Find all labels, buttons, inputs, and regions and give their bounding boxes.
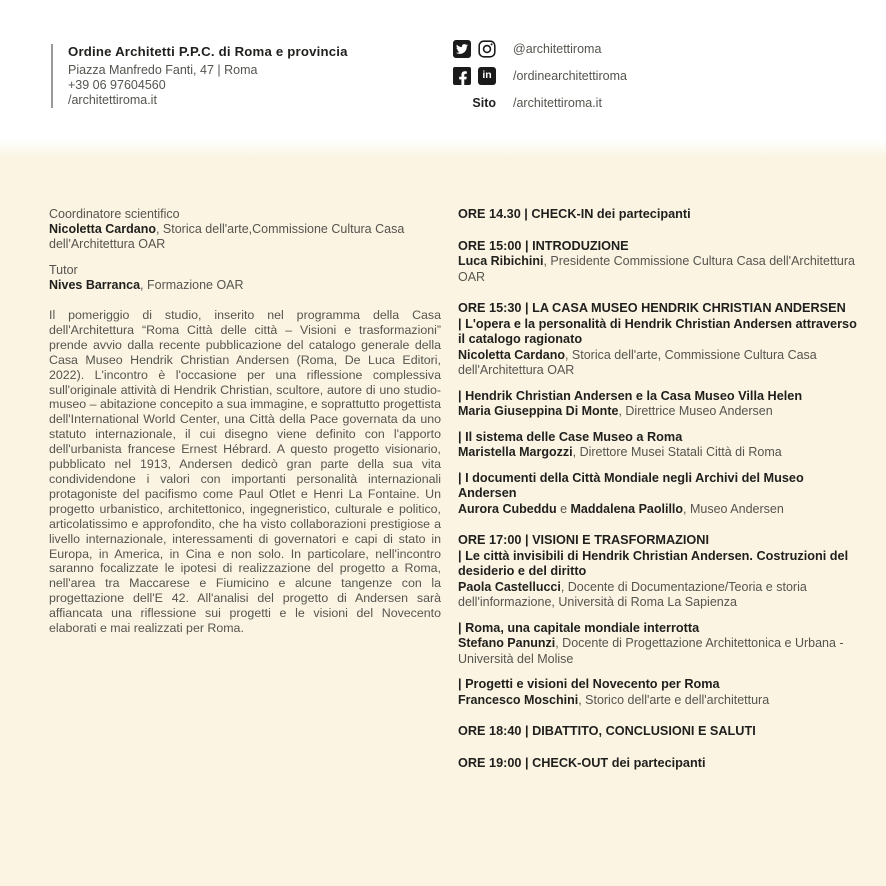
program-time: ORE 15:30 | LA CASA MUSEO HENDRIK CHRISTIAN ANDERSEN [458, 301, 846, 315]
org-phone: +39 06 97604560 [68, 78, 166, 92]
program-speaker: Maria Giuseppina Di Monte, Direttrice Museo Andersen [458, 404, 773, 418]
org-address: Piazza Manfredo Fanti, 47 | Roma [68, 63, 258, 77]
social-handle-row2: /ordinearchitettiroma [513, 68, 627, 83]
content [0, 158, 886, 771]
program-speaker: Nicoletta Cardano, Storica dell'arte, Commissione Cultura Casa dell'Architettura OAR [458, 347, 817, 377]
program-block [458, 471, 862, 518]
org-block [51, 44, 348, 108]
program-time: ORE 14.30 | CHECK-IN dei partecipanti [458, 207, 691, 221]
role-block [49, 263, 441, 293]
program-speaker: Maristella Margozzi, Direttore Musei Statali Città di Roma [458, 445, 782, 459]
program-title: | Il sistema delle Case Museo a Roma [458, 429, 683, 444]
role-person: Nives Barranca, Formazione OAR [49, 278, 244, 292]
site-label: Sito [472, 95, 496, 110]
header-band [0, 0, 886, 158]
role-title: Tutor [49, 263, 78, 277]
role-block [49, 207, 441, 252]
program-block [458, 430, 862, 461]
program-block [458, 207, 862, 223]
program-title: | L'opera e la personalità di Hendrik Christian Andersen attraverso il catalogo ragionato [458, 316, 857, 346]
facebook-icon [453, 67, 471, 85]
program-time: ORE 17:00 | VISIONI E TRASFORMAZIONI [458, 533, 709, 547]
program-column [458, 207, 862, 771]
program-title: | Le città invisibili di Hendrik Christian Andersen. Costruzioni del desiderio e del diritto [458, 548, 849, 578]
program-block [458, 239, 862, 286]
program-block [458, 389, 862, 420]
program-block [458, 533, 862, 611]
org-name: Ordine Architetti P.P.C. di Roma e provincia [68, 44, 348, 59]
program-block [458, 724, 862, 740]
social-icons-row2 [452, 66, 496, 85]
program-title: | Hendrik Christian Andersen e la Casa Museo Villa Helen [458, 388, 803, 403]
roles-list [49, 207, 441, 293]
program-speaker: Francesco Moschini, Storico dell'arte e dell'architettura [458, 692, 770, 707]
program-title: | Progetti e visioni del Novecento per Roma [458, 677, 720, 691]
program-title: | Roma, una capitale mondiale interrotta [458, 620, 700, 635]
instagram-icon [478, 40, 496, 58]
site-label-cell [452, 93, 496, 112]
program-block [458, 677, 862, 708]
program-block [458, 756, 862, 772]
social-icons-row1 [452, 39, 496, 58]
description-paragraph: Il pomeriggio di studio, inserito nel programma della Casa dell'Architettura “Roma Città delle città – Visioni e trasformazioni” prende avvio dalla recente pubblicazione del catalogo generale della Casa Museo Hendrik Christian Andersen (Roma, De Luca Editori, 2022). L'incontro è l'occasione per una riflessione complessiva sull'originale attività di Hendrik Christian, scultore, autore di uno studio- museo – abitazione concepito a sua immagine, e soprattutto progettista dell'International World Center, una Città della Pace governata da uno statuto internazionale, il cui disegno viene definito con l'apporto dell'urbanista francese Ernest Hébrard. A questo progetto visionario, pubblicato nel 1913, Andersen dedicò gran parte della sua vita condividendone i valori con importanti personalità internazionali protagoniste del pacifismo come Paul Otlet e Henri La Fontaine. Un progetto urbanistico, architettonico, ingegneristico, culturale e politico, articolatissimo e approfondito, che ha visto collaborazioni prestigiose a livello internazionale, interessamenti di governatori e capi di stato in Europa, in America, in Cina e non solo. In particolare, nell'incontro saranno focalizzate le ipotesi di realizzazione del progetto a Roma, nell'area tra Maccarese e Fiumicino e alcune tangenze con la progettazione dell'E 42. All'analisi del progetto di Andersen sarà affiancata una riflessione sui progetti e le visioni del Novecento elaborati e mai realizzati per Roma. [49, 308, 441, 636]
left-column [49, 207, 441, 771]
role-person: Nicoletta Cardano, Storica dell'arte,Commissione Cultura Casa dell'Architettura OAR [49, 222, 405, 251]
social-handle-row1: @architettiroma [513, 41, 602, 56]
twitter-icon [453, 40, 471, 58]
program-speaker: Luca Ribichini, Presidente Commissione Cultura Casa dell'Architettura OAR [458, 254, 855, 284]
program-time: ORE 15:00 | INTRODUZIONE [458, 238, 629, 253]
program-time: ORE 19:00 | CHECK-OUT dei partecipanti [458, 755, 706, 770]
social-block [452, 39, 627, 112]
program-time: ORE 18:40 | DIBATTITO, CONCLUSIONI E SALUTI [458, 724, 756, 738]
org-site-handle: /architettiroma.it [68, 93, 157, 107]
program-speaker: Aurora Cubeddu e Maddalena Paolillo, Museo Andersen [458, 501, 784, 516]
program-block [458, 621, 862, 668]
program-speaker: Paola Castellucci, Docente di Documentazione/Teoria e storia dell'informazione, Università di Roma La Sapienza [458, 579, 807, 609]
program-speaker: Stefano Panunzi, Docente di Progettazione Architettonica e Urbana - Università del Molise [458, 636, 844, 666]
program-list [458, 207, 862, 771]
program-block [458, 301, 862, 379]
linkedin-icon: in [478, 67, 496, 85]
program-title: | I documenti della Città Mondiale negli Archivi del Museo Andersen [458, 470, 804, 500]
site-url: /architettiroma.it [513, 95, 602, 110]
role-title: Coordinatore scientifico [49, 207, 180, 221]
